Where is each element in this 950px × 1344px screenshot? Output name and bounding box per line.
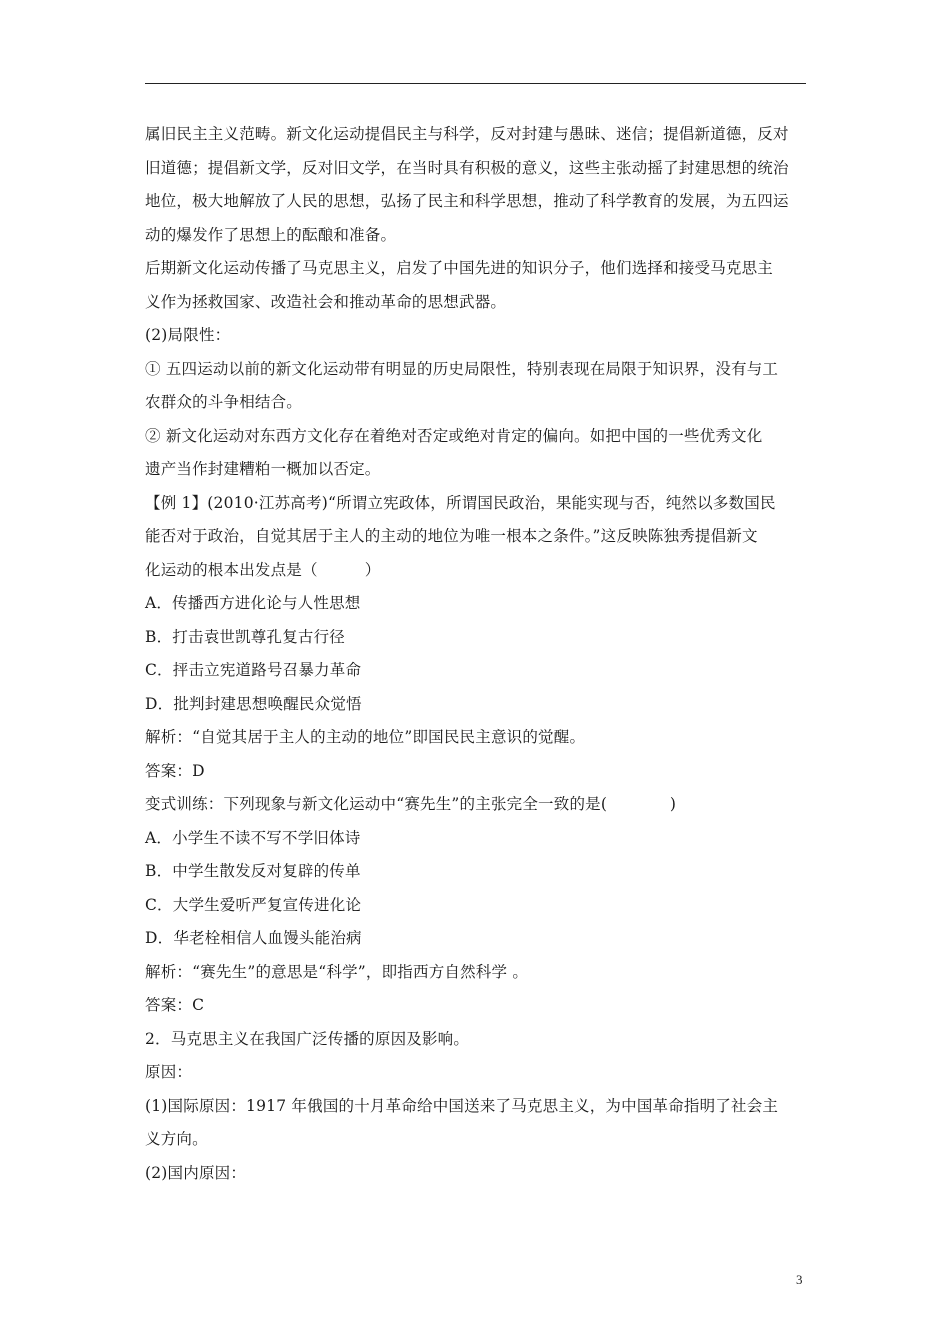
text-line: 变式训练：下列现象与新文化运动中“赛先生”的主张完全一致的是( ) — [145, 795, 677, 813]
text-line: A．小学生不读不写不学旧体诗 — [145, 828, 361, 847]
text-line: 原因： — [145, 1063, 193, 1081]
text-line: 义方向。 — [145, 1130, 208, 1148]
text-line: 遗产当作封建糟粕一概加以否定。 — [145, 460, 381, 478]
text-line: 旧道德；提倡新文学，反对旧文学，在当时具有积极的意义，这些主张动摇了封建思想的统治 — [145, 158, 789, 177]
text-line: C．大学生爱听严复宣传进化论 — [145, 895, 362, 914]
text-line: 能否对于政治，自觉其居于主人的主动的地位为唯一根本之条件。”这反映陈独秀提倡新文 — [145, 527, 758, 545]
text-line: C．抨击立宪道路号召暴力革命 — [145, 661, 362, 679]
text-line: 解析：“自觉其居于主人的主动的地位”即国民民主意识的觉醒。 — [145, 728, 586, 746]
header-rule — [145, 83, 806, 84]
text-line: B．中学生散发反对复辟的传单 — [145, 862, 361, 880]
text-line: 化运动的根本出发点是（ ） — [145, 560, 381, 579]
text-line: 动的爆发作了思想上的酝酿和准备。 — [145, 225, 397, 244]
text-line: 解析：“赛先生”的意思是“科学”，即指西方自然科学 。 — [145, 962, 529, 981]
page-number: 3 — [796, 1272, 803, 1287]
text-line: D．华老栓相信人血馒头能治病 — [145, 929, 362, 947]
text-line: A．传播西方进化论与人性思想 — [145, 594, 361, 612]
text-line: B．打击袁世凯尊孔复古行径 — [145, 627, 345, 646]
text-line: 2．马克思主义在我国广泛传播的原因及影响。 — [145, 1029, 470, 1048]
body-text — [145, 118, 810, 1190]
text-line: 答案：C — [145, 996, 205, 1014]
text-line: 后期新文化运动传播了马克思主义，启发了中国先进的知识分子，他们选择和接受马克思主 — [145, 259, 774, 277]
text-line: 义作为拯救国家、改造社会和推动革命的思想武器。 — [145, 292, 507, 311]
text-line: 【例 1】(2010·江苏高考)“所谓立宪政体，所谓国民政治，果能实现与否，纯然以多数国民 — [145, 493, 776, 512]
text-line: (2)局限性： — [145, 326, 231, 344]
text-line: 地位，极大地解放了人民的思想，弘扬了民主和科学思想，推动了科学教育的发展，为五四运 — [145, 192, 789, 210]
text-line: ① 五四运动以前的新文化运动带有明显的历史局限性，特别表现在局限于知识界，没有与工 — [145, 359, 779, 378]
text-line: (1)国际原因：1917 年俄国的十月革命给中国送来了马克思主义，为中国革命指明了社会主 — [145, 1096, 779, 1115]
text-line: 属旧民主主义范畴。新文化运动提倡民主与科学，反对封建与愚昧、迷信；提倡新道德，反对 — [145, 125, 789, 143]
text-line: ② 新文化运动对东西方文化存在着绝对否定或绝对肯定的偏向。如把中国的一些优秀文化 — [145, 426, 763, 445]
text-line: 农群众的斗争相结合。 — [145, 393, 303, 411]
text-line: 答案：D — [145, 761, 205, 780]
text-line: D．批判封建思想唤醒民众觉悟 — [145, 694, 362, 713]
text-line: (2)国内原因： — [145, 1163, 247, 1182]
